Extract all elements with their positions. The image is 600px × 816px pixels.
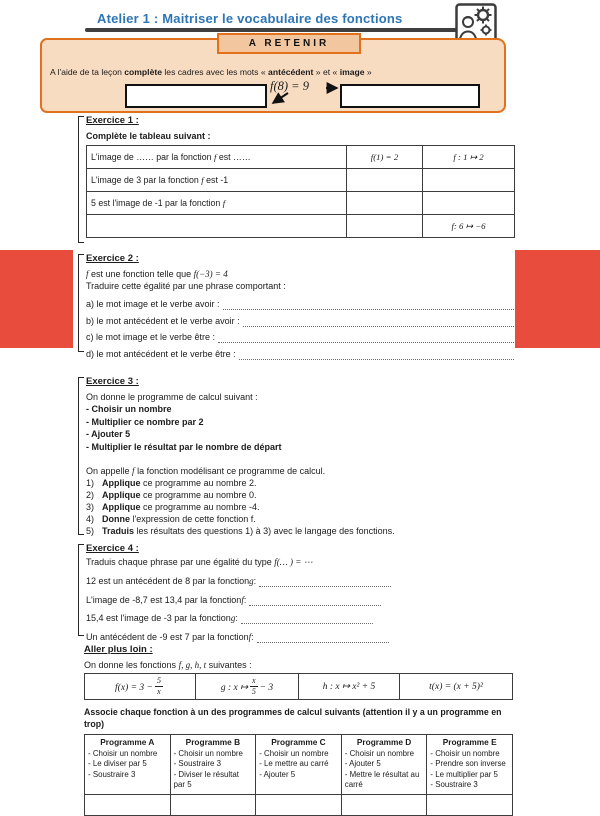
intro-text: suivantes : xyxy=(206,660,252,670)
table-row xyxy=(87,192,515,215)
exercice2-title: Exercice 2 : xyxy=(86,253,139,264)
answer-cell xyxy=(256,794,342,815)
function-letter: g xyxy=(230,613,236,623)
function-letters: f, g, h, t xyxy=(178,660,207,670)
retenir-instruction xyxy=(50,67,372,77)
given-text: est une fonction telle que xyxy=(88,269,194,279)
question-5 xyxy=(86,525,514,537)
section-exercice-4 xyxy=(78,543,514,642)
programme-d-cell xyxy=(341,735,427,795)
dotted-line xyxy=(223,307,514,310)
phrase-text: 5 est l'image de -1 par la fonction xyxy=(91,198,223,208)
red-band-right xyxy=(515,250,600,348)
blank-label: b) le mot antécédent et le verbe avoir : xyxy=(86,315,240,326)
dotted-line xyxy=(218,340,514,343)
programme-header: Programme B xyxy=(185,737,241,747)
table-row xyxy=(85,674,513,700)
formula-text: f(8) = 9 xyxy=(270,79,309,93)
exercice1-subtitle: Complète le tableau suivant : xyxy=(86,131,211,141)
fraction-denominator: 5 xyxy=(251,687,256,696)
middle-text: la fonction modélisant ce programme de calcul. xyxy=(134,466,326,477)
programme-steps: - Choisir un nombre - Prendre son inverse - Le multiplier par 5 - Soustraire 3 xyxy=(430,748,506,789)
section-exercice-3 xyxy=(78,376,514,535)
programme-header: Programme C xyxy=(271,737,326,747)
question-text xyxy=(102,501,260,513)
middle-text: On appelle xyxy=(86,466,133,477)
section-exercice-1 xyxy=(78,115,514,243)
instruction-text: » xyxy=(364,67,372,77)
red-band-left xyxy=(0,250,73,348)
exercice1-title: Exercice 1 : xyxy=(86,115,139,126)
programme-header: Programme D xyxy=(356,737,412,747)
program-steps: - Choisir un nombre - Multiplier ce nombre par 2 - Ajouter 5 - Multiplier le résultat par le nombre de départ xyxy=(86,404,282,452)
exercise-bracket xyxy=(78,116,84,243)
function-g-cell xyxy=(196,674,299,700)
phrase-text: L'image de 3 par la fonction xyxy=(91,175,202,185)
intro-text: On donne les fonctions xyxy=(84,660,179,670)
question-rest: ce programme au nombre -4. xyxy=(140,502,260,513)
title-underline xyxy=(85,28,457,32)
phrase-text: L'image de -8,7 est 13,4 par la fonction xyxy=(86,594,242,605)
exercice2-given xyxy=(86,268,514,280)
fraction-numerator: 5 xyxy=(155,677,163,687)
fraction xyxy=(250,677,258,697)
separator: : xyxy=(251,631,254,642)
question-number: 1) xyxy=(86,478,95,489)
function-letter: f xyxy=(213,152,217,162)
phrase-text: Un antécédent de -9 est 7 par la fonction xyxy=(86,631,249,642)
equation-cell-empty xyxy=(347,169,423,192)
function-expression: f(x) = 3 − xyxy=(115,682,153,693)
question-verb: Traduis xyxy=(102,526,135,537)
fraction-denominator: x xyxy=(157,687,161,696)
programme-header: Programme A xyxy=(100,737,155,747)
blank-label: a) le mot image et le verbe avoir : xyxy=(86,299,220,309)
programmes-table xyxy=(84,734,513,816)
programme-steps: - Choisir un nombre - Le diviser par 5 - Soustraire 3 xyxy=(88,748,158,779)
equation-cell-empty xyxy=(347,192,423,215)
phrase-cell xyxy=(87,146,347,169)
separator: : xyxy=(253,576,257,586)
instruction-text: » et « xyxy=(313,67,340,77)
phrase-text: L'image de …… par la fonction xyxy=(91,152,214,162)
fraction-numerator: x xyxy=(250,677,258,687)
answer-cell xyxy=(85,794,171,815)
exercice4-title: Exercice 4 : xyxy=(86,543,139,554)
exercise-bracket xyxy=(78,254,84,352)
question-verb: Applique xyxy=(102,502,141,513)
question-1 xyxy=(86,477,514,489)
dotted-line xyxy=(249,603,381,606)
answer-box-left xyxy=(125,84,267,108)
programme-a-cell xyxy=(85,735,171,795)
blank-line-a xyxy=(86,298,514,310)
function-expression: g : x ↦ xyxy=(220,682,249,693)
instruction-text: A l'aide de ta leçon xyxy=(50,67,125,77)
function-t-cell: t(x) = (x + 5)² xyxy=(400,674,513,700)
question-number: 3) xyxy=(86,502,95,513)
fraction xyxy=(155,677,163,697)
equation-cell: f(1) = 2 xyxy=(347,146,423,169)
translate-line-3 xyxy=(86,612,514,624)
function-f-cell xyxy=(85,674,196,700)
instruction-text: les cadres avec les mots « xyxy=(162,67,269,77)
question-number: 2) xyxy=(86,490,95,501)
programme-steps: - Choisir un nombre - Soustraire 3 - Diviser le résultat par 5 xyxy=(173,748,243,789)
function-letter: f xyxy=(241,594,244,605)
question-4 xyxy=(86,513,514,525)
retenir-label: A RETENIR xyxy=(217,33,361,54)
translate-line-1 xyxy=(86,575,514,587)
functions-intro xyxy=(84,659,514,671)
exercise-bracket xyxy=(78,544,84,636)
question-text xyxy=(102,477,257,489)
mapping-cell-empty xyxy=(423,192,515,215)
retenir-box xyxy=(40,38,506,113)
function-h-cell: h : x ↦ x² + 5 xyxy=(299,674,400,700)
exercise-bracket xyxy=(78,377,84,535)
equation-cell-empty xyxy=(347,215,423,238)
function-expression: − 3 xyxy=(259,682,274,693)
programme-steps: - Choisir un nombre - Ajouter 5 - Mettre le résultat au carré xyxy=(344,748,420,789)
mapping-cell-empty xyxy=(423,169,515,192)
programme-steps: - Choisir un nombre - Le mettre au carré - Ajouter 5 xyxy=(259,748,329,779)
function-letter: f xyxy=(222,198,226,208)
function-letter: f xyxy=(248,631,252,642)
question-verb: Applique xyxy=(102,490,141,501)
instruction-bold: complète xyxy=(124,67,162,77)
question-3 xyxy=(86,501,514,513)
table-row xyxy=(87,146,515,169)
separator: : xyxy=(235,613,238,623)
blank-line-b xyxy=(86,315,514,327)
phrase-cell xyxy=(87,169,347,192)
programme-b-cell xyxy=(170,735,256,795)
answer-cell xyxy=(427,794,513,815)
mapping-cell: f : 1 ↦ 2 xyxy=(423,146,515,169)
programme-header: Programme E xyxy=(442,737,497,747)
question-verb: Applique xyxy=(102,478,141,489)
translate-line-2 xyxy=(86,594,514,606)
intro-text: Traduis chaque phrase par une égalité du type xyxy=(86,557,275,567)
blank-label: d) le mot antécédent et le verbe être : xyxy=(86,348,236,359)
phrase-text: est …… xyxy=(216,152,251,162)
function-letter: g xyxy=(249,576,254,586)
question-text xyxy=(102,525,395,537)
programme-c-cell xyxy=(256,735,342,795)
function-letter: f xyxy=(201,175,204,185)
answer-box-right xyxy=(340,84,480,108)
table-row xyxy=(87,215,515,238)
answer-cell xyxy=(341,794,427,815)
functions-table xyxy=(84,673,513,700)
given-equation: f(−3) = 4 xyxy=(193,269,228,279)
associate-instruction: Associe chaque fonction à un des programmes de calcul suivants (attention il y a un programme en trop) xyxy=(84,707,502,729)
exercice4-intro xyxy=(86,556,514,568)
table-row xyxy=(87,169,515,192)
dotted-line xyxy=(243,324,514,327)
question-rest: ce programme au nombre 0. xyxy=(140,490,257,501)
blank-line-d xyxy=(86,348,514,360)
instruction-word-image: image xyxy=(339,67,365,77)
mapping-cell: f: 6 ↦ −6 xyxy=(423,215,515,238)
function-letter: f xyxy=(86,269,89,279)
page-title: Atelier 1 : Maitriser le vocabulaire des fonctions xyxy=(97,11,403,26)
function-letter: f xyxy=(132,466,135,477)
dotted-line xyxy=(241,621,373,624)
question-number: 4) xyxy=(86,514,95,525)
dotted-line xyxy=(257,640,389,643)
question-verb: Donne xyxy=(102,514,130,525)
phrase-cell xyxy=(87,192,347,215)
question-number: 5) xyxy=(86,526,95,537)
intro-equation: f(… ) = ⋯ xyxy=(274,557,313,567)
instruction-word-antecedent: antécédent xyxy=(268,67,314,77)
programme-e-cell xyxy=(427,735,513,795)
aller-plus-loin-heading: Aller plus loin : xyxy=(84,644,153,655)
phrase-text: 12 est un antécédent de 8 par la fonction xyxy=(86,576,250,586)
blank-line-c xyxy=(86,331,514,343)
question-2 xyxy=(86,489,514,501)
phrase-cell-empty xyxy=(87,215,347,238)
section-aller-plus-loin xyxy=(78,644,514,794)
phrase-text: 15,4 est l'image de -3 par la fonction xyxy=(86,613,231,623)
translate-line-4 xyxy=(86,631,514,643)
dotted-line xyxy=(259,584,391,587)
blank-label: c) le mot image et le verbe être : xyxy=(86,332,216,342)
exercice3-middle xyxy=(86,465,514,477)
section-exercice-2 xyxy=(78,253,514,359)
dotted-line xyxy=(239,357,514,360)
question-rest: l'expression de cette fonction f. xyxy=(130,514,256,525)
exercice1-table xyxy=(86,145,515,238)
exercice3-intro: On donne le programme de calcul suivant : xyxy=(86,392,258,402)
question-rest: les résultats des questions 1) à 3) avec le langage des fonctions. xyxy=(134,526,395,537)
phrase-text: est -1 xyxy=(203,175,229,185)
programmes-row xyxy=(85,735,513,795)
question-text xyxy=(102,513,256,525)
question-text xyxy=(102,489,257,501)
answer-cell xyxy=(170,794,256,815)
exercice2-instruction: Traduire cette égalité par une phrase comportant : xyxy=(86,281,286,291)
answer-row xyxy=(85,794,513,815)
question-rest: ce programme au nombre 2. xyxy=(140,478,257,489)
separator: : xyxy=(243,594,247,605)
exercice3-title: Exercice 3 : xyxy=(86,376,139,387)
